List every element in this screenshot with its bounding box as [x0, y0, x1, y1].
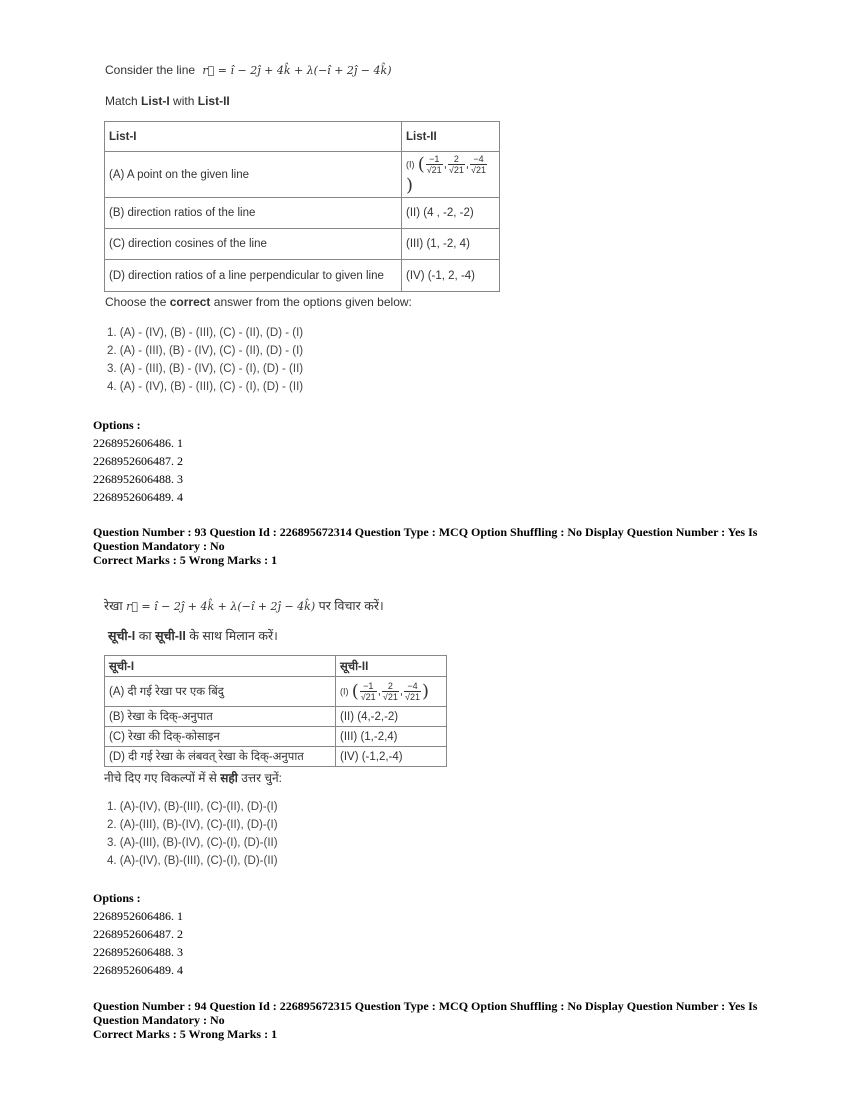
list-item: 1. (A) - (IV), (B) - (III), (C) - (II), (D) - (I): [107, 327, 304, 339]
q93-choose-bold: सही: [220, 771, 238, 785]
q93-match-line: [108, 627, 278, 644]
option-item: 2268952606486. 1: [93, 436, 183, 450]
option-item: 2268952606489. 4: [93, 490, 183, 504]
q92-row-d-left: (D) direction ratios of a line perpendicular to given line: [105, 260, 402, 292]
q92-choose-bold: correct: [169, 295, 211, 309]
frac-num: −1: [360, 681, 377, 692]
q93-row-a-right: (I) ( $\frac{-1}{√21}$ , $\frac{2}{√21}$ , $\frac{-4}{√21}$ ): [336, 677, 447, 707]
q92-choose-post: answer from the options given below:: [213, 295, 412, 309]
q93-row-b-left: (B) रेखा के दिक्-अनुपात: [105, 707, 336, 727]
q92-header-list1: List-I: [105, 122, 402, 152]
q94-meta-line1: Question Number : 94 Question Id : 226895672315 Question Type : MCQ Option Shuffling : No Display Question Number : Yes Is: [93, 999, 758, 1013]
q94-meta-line3: Correct Marks : 5 Wrong Marks : 1: [93, 1027, 278, 1041]
table-row: [105, 727, 447, 747]
q93-row-d-right: (IV) (-1,2,-4): [336, 747, 447, 767]
table-row: [105, 152, 500, 198]
list-item: 4. (A)-(IV), (B)-(III), (C)-(I), (D)-(II): [107, 855, 278, 867]
q93-meta-line1: Question Number : 93 Question Id : 226895672314 Question Type : MCQ Option Shuffling : No Display Question Number : Yes Is: [93, 525, 758, 539]
q92-choose-line: [105, 295, 412, 309]
option-item: 2268952606486. 1: [93, 909, 183, 923]
q92-table-header-row: [105, 122, 500, 152]
list-item: 2. (A)-(III), (B)-(IV), (C)-(II), (D)-(I): [107, 819, 278, 831]
frac-num: 2: [448, 154, 465, 165]
table-row: [105, 229, 500, 260]
frac-den: √21: [382, 692, 398, 702]
q93-choose-post: उत्तर चुनें:: [241, 771, 282, 785]
q93-table-header-row: [105, 656, 447, 677]
q93-meta-line3: Correct Marks : 5 Wrong Marks : 1: [93, 553, 278, 567]
q92-options-block: [93, 416, 183, 506]
frac-num: −4: [470, 154, 487, 165]
option-item: 2268952606487. 2: [93, 454, 183, 468]
q94-metadata: [93, 999, 773, 1041]
q93-row-c-right: (III) (1,-2,4): [336, 727, 447, 747]
q92-list2: List-II: [197, 94, 230, 108]
q92-row-b-right: (II) (4 , -2, -2): [402, 198, 500, 229]
option-item: 2268952606487. 2: [93, 927, 183, 941]
q93-choose-line: [104, 769, 282, 786]
frac-den: √21: [448, 164, 464, 175]
q92-row-a-prefix: (I): [406, 159, 415, 170]
option-item: 2268952606488. 3: [93, 945, 183, 959]
q93-metadata: [93, 525, 773, 567]
q93-match-mid: का: [138, 629, 152, 643]
frac-num: −1: [426, 154, 443, 165]
frac-num: −4: [404, 681, 421, 692]
q92-match-mid: with: [173, 94, 195, 108]
q93-match-post: के साथ मिलान करें।: [189, 629, 278, 643]
frac-den: √21: [471, 164, 486, 175]
q93-row-a-prefix: (I): [340, 686, 349, 697]
q92-header-list2: List-II: [402, 122, 500, 152]
list-item: 1. (A)-(IV), (B)-(III), (C)-(II), (D)-(I): [107, 801, 278, 813]
list-item: 2. (A) - (III), (B) - (IV), (C) - (II), (D) - (I): [107, 345, 304, 357]
q92-match-table: [104, 121, 500, 292]
q93-prompt-post: पर विचार करें।: [318, 599, 384, 613]
q93-match-bold1: सूची-I: [108, 629, 136, 643]
q93-options-label: Options :: [93, 891, 141, 905]
q93-match-bold2: सूची-II: [155, 629, 186, 643]
q92-row-d-right: (IV) (-1, 2, -4): [402, 260, 500, 292]
q92-choose-pre: Choose the: [105, 295, 167, 309]
q93-prompt-line: [104, 597, 384, 614]
q93-row-c-left: (C) रेखा की दिक्-कोसाइन: [105, 727, 336, 747]
table-row: [105, 260, 500, 292]
q92-match-line: [105, 94, 230, 108]
q92-row-b-left: (B) direction ratios of the line: [105, 198, 402, 229]
q92-prompt-line: [105, 63, 391, 77]
option-item: 2268952606488. 3: [93, 472, 183, 486]
frac-den: √21: [405, 692, 420, 702]
q93-row-a-left: (A) दी गई रेखा पर एक बिंदु: [105, 677, 336, 707]
frac-num: 2: [382, 681, 399, 692]
q93-options-block: [93, 889, 183, 979]
list-item: 3. (A) - (III), (B) - (IV), (C) - (I), (D) - (II): [107, 363, 304, 375]
table-row: [105, 707, 447, 727]
q94-meta-line2: Question Mandatory : No: [93, 1013, 225, 1027]
q92-match-prefix: Match: [105, 94, 138, 108]
frac-den: √21: [360, 692, 376, 702]
q92-answer-list: [107, 324, 303, 396]
q93-choose-pre: नीचे दिए गए विकल्पों में से: [104, 771, 217, 785]
frac-den: √21: [426, 164, 442, 175]
option-item: 2268952606489. 4: [93, 963, 183, 977]
q92-row-c-left: (C) direction cosines of the line: [105, 229, 402, 260]
table-row: [105, 677, 447, 707]
q92-options-label: Options :: [93, 418, 141, 432]
q93-row-d-left: (D) दी गई रेखा के लंबवत् रेखा के दिक्-अनुपात: [105, 747, 336, 767]
q93-header-list2: सूची-II: [336, 656, 447, 677]
table-row: [105, 198, 500, 229]
list-item: 3. (A)-(III), (B)-(IV), (C)-(I), (D)-(II): [107, 837, 278, 849]
q92-row-a-left: (A) A point on the given line: [105, 152, 402, 198]
q93-match-table: [104, 655, 447, 767]
q93-prompt-pre: रेखा: [104, 599, 123, 613]
q92-row-a-right: (I) ( $\frac{-1}{√21}$ , $\frac{2}{√21}$ , $\frac{-4}{√21}$ ): [402, 152, 500, 198]
q92-equation: r⃗ = î − 2ĵ + 4k̂ + λ(−î + 2ĵ − 4k̂): [202, 64, 392, 77]
q93-header-list1: सूची-I: [105, 656, 336, 677]
q93-equation: r⃗ = î − 2ĵ + 4k̂ + λ(−î + 2ĵ − 4k̂): [126, 600, 316, 613]
q92-prompt: Consider the line: [105, 63, 196, 77]
q93-row-b-right: (II) (4,-2,-2): [336, 707, 447, 727]
q92-list1: List-I: [141, 94, 170, 108]
q93-meta-line2: Question Mandatory : No: [93, 539, 225, 553]
list-item: 4. (A) - (IV), (B) - (III), (C) - (I), (D) - (II): [107, 381, 304, 393]
q93-answer-list: [107, 798, 278, 870]
q92-row-c-right: (III) (1, -2, 4): [402, 229, 500, 260]
table-row: [105, 747, 447, 767]
